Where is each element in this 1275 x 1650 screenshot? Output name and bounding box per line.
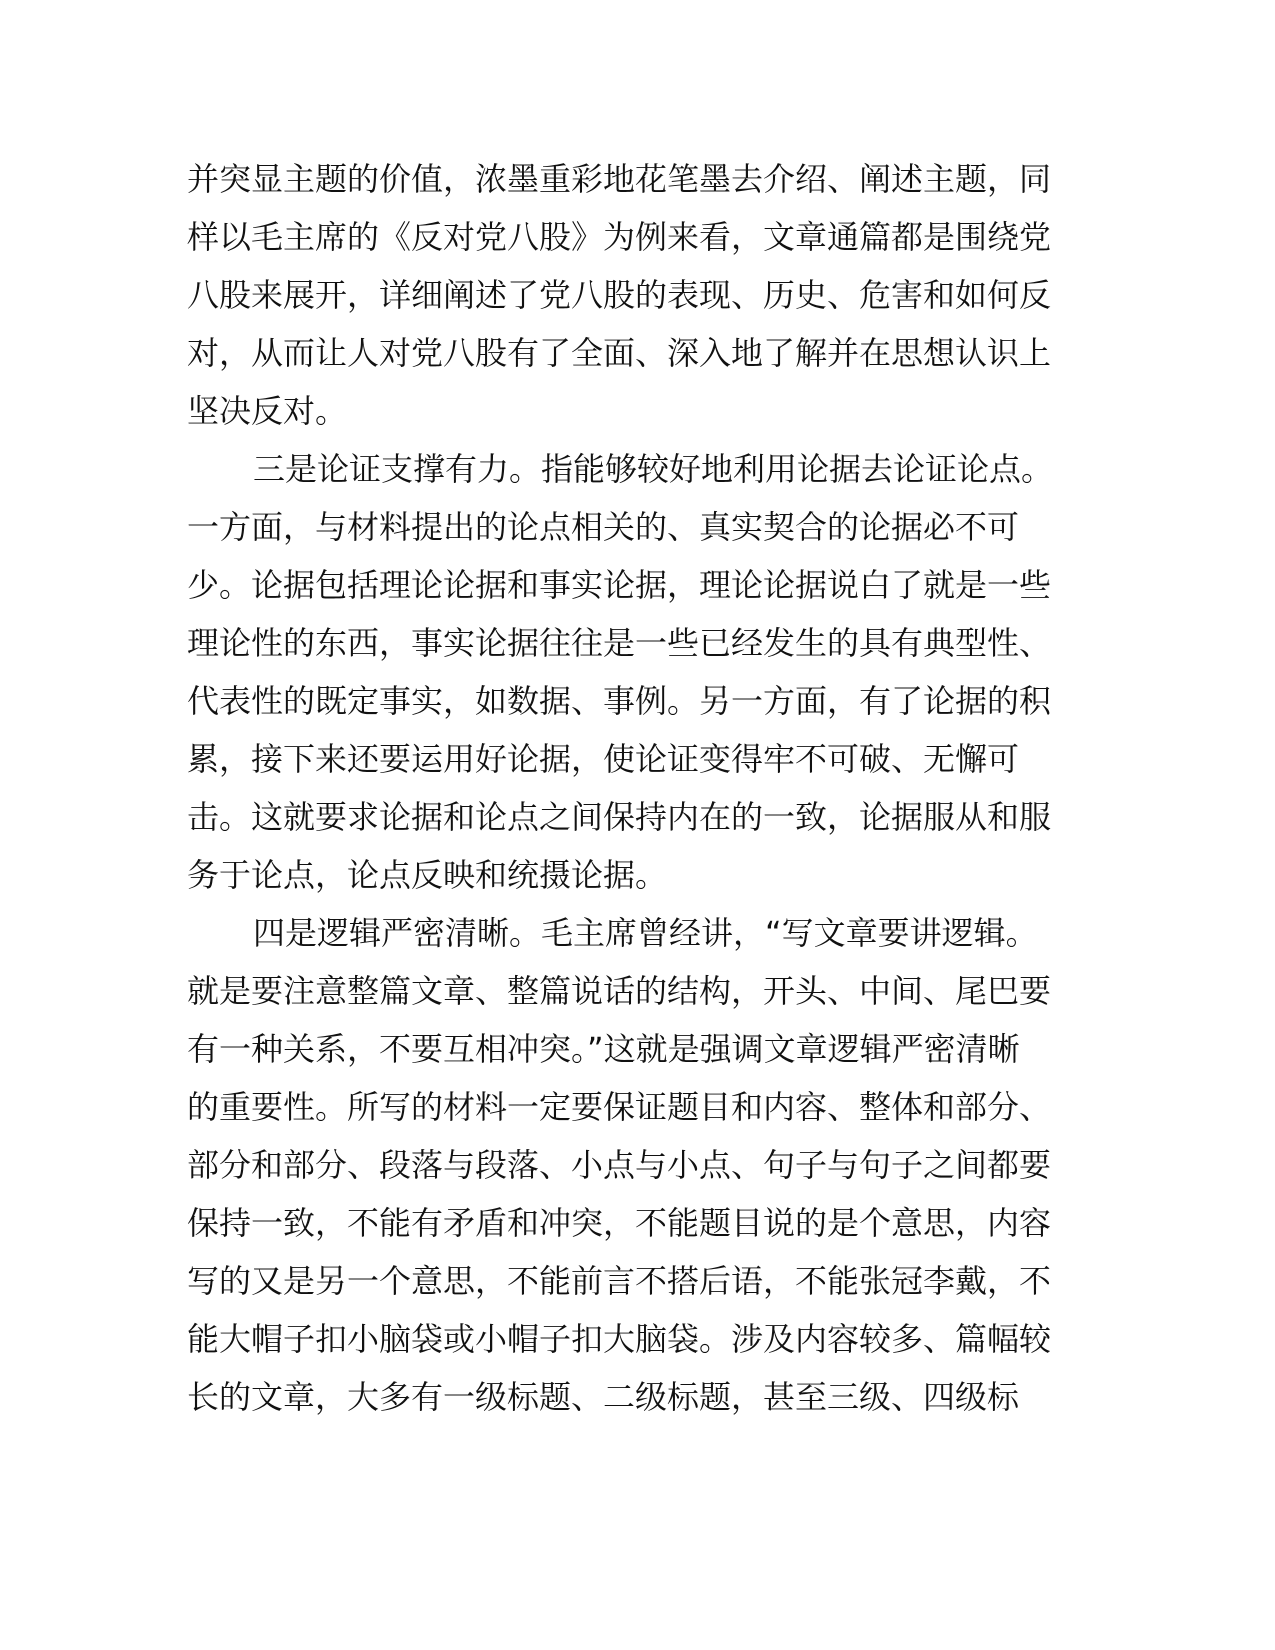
text-line: 坚决反对。 xyxy=(187,392,348,430)
text-line: 少。论据包括理论论据和事实论据，理论论据说白了就是一些 xyxy=(187,566,1052,604)
text-line: 写的又是另一个意思，不能前言不搭后语，不能张冠李戴，不 xyxy=(187,1262,1052,1300)
text-line: 累，接下来还要运用好论据，使论证变得牢不可破、无懈可 xyxy=(187,740,1020,778)
text-line: 能大帽子扣小脑袋或小帽子扣大脑袋。涉及内容较多、篇幅较 xyxy=(187,1320,1052,1358)
paragraph-argument-support xyxy=(187,440,1089,904)
text-line: 四是逻辑严密清晰。毛主席曾经讲，“写文章要讲逻辑。 xyxy=(253,914,1038,952)
text-line: 一方面，与材料提出的论点相关的、真实契合的论据必不可 xyxy=(187,508,1020,546)
text-line: 理论性的东西，事实论据往往是一些已经发生的具有典型性、 xyxy=(187,624,1052,662)
text-line: 部分和部分、段落与段落、小点与小点、句子与句子之间都要 xyxy=(187,1146,1052,1184)
text-line: 长的文章，大多有一级标题、二级标题，甚至三级、四级标 xyxy=(187,1378,1020,1416)
document-body xyxy=(187,150,1089,1426)
text-line: 击。这就要求论据和论点之间保持内在的一致，论据服从和服 xyxy=(187,798,1052,836)
text-line: 代表性的既定事实，如数据、事例。另一方面，有了论据的积 xyxy=(187,682,1052,720)
text-line: 有一种关系，不要互相冲突。”这就是强调文章逻辑严密清晰 xyxy=(187,1030,1020,1068)
text-line: 就是要注意整篇文章、整篇说话的结构，开头、中间、尾巴要 xyxy=(187,972,1052,1010)
text-line: 三是论证支撑有力。指能够较好地利用论据去论证论点。 xyxy=(253,450,1054,488)
text-line: 对，从而让人对党八股有了全面、深入地了解并在思想认识上 xyxy=(187,334,1052,372)
text-line: 样以毛主席的《反对党八股》为例来看，文章通篇都是围绕党 xyxy=(187,218,1052,256)
paragraph-main-theme xyxy=(187,150,1089,440)
text-line: 保持一致，不能有矛盾和冲突，不能题目说的是个意思，内容 xyxy=(187,1204,1052,1242)
text-line: 务于论点，论点反映和统摄论据。 xyxy=(187,856,668,894)
text-line: 并突显主题的价值，浓墨重彩地花笔墨去介绍、阐述主题，同 xyxy=(187,160,1052,198)
paragraph-logic-clarity xyxy=(187,904,1089,1426)
text-line: 的重要性。所写的材料一定要保证题目和内容、整体和部分、 xyxy=(187,1088,1052,1126)
text-line: 八股来展开，详细阐述了党八股的表现、历史、危害和如何反 xyxy=(187,276,1052,314)
